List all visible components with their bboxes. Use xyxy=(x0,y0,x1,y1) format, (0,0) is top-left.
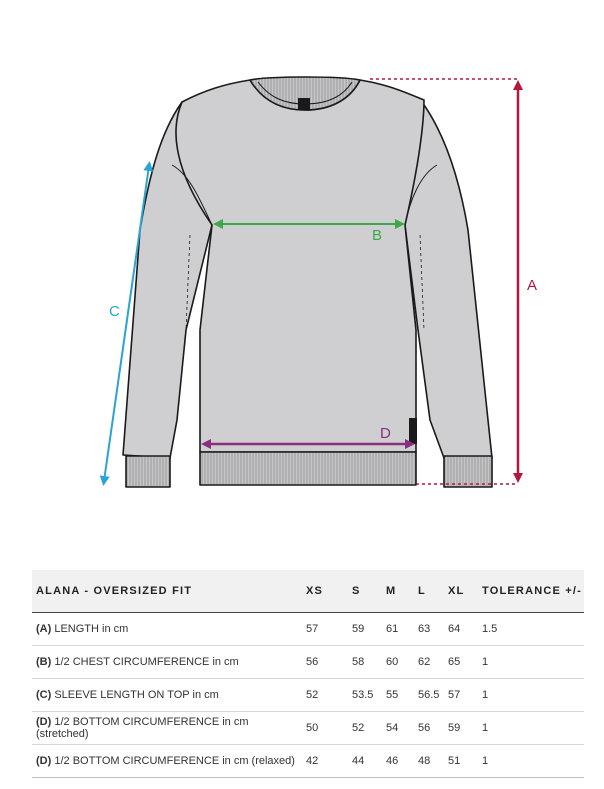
row-label: (B) 1/2 CHEST CIRCUMFERENCE in cm xyxy=(32,646,305,679)
cell-xl: 57 xyxy=(447,679,481,712)
header-l: L xyxy=(417,570,447,613)
header-xs: XS xyxy=(305,570,351,613)
table-row xyxy=(32,679,584,712)
cell-l: 48 xyxy=(417,745,447,778)
cell-m: 54 xyxy=(385,712,417,745)
header-product: ALANA - OVERSIZED FIT xyxy=(32,570,305,613)
cell-tolerance: 1.5 xyxy=(481,613,584,646)
cell-xs: 52 xyxy=(305,679,351,712)
cell-tolerance: 1 xyxy=(481,745,584,778)
cell-s: 58 xyxy=(351,646,385,679)
label-d: D xyxy=(380,425,391,442)
row-label: (A) LENGTH in cm xyxy=(32,613,305,646)
cell-l: 62 xyxy=(417,646,447,679)
cell-l: 56 xyxy=(417,712,447,745)
header-s: S xyxy=(351,570,385,613)
cell-l: 56.5 xyxy=(417,679,447,712)
left-cuff xyxy=(126,456,170,487)
right-cuff xyxy=(444,456,492,487)
cell-m: 60 xyxy=(385,646,417,679)
sweatshirt-garment xyxy=(123,77,492,487)
header-xl: XL xyxy=(447,570,481,613)
cell-m: 55 xyxy=(385,679,417,712)
bottom-rib xyxy=(200,452,416,485)
row-label: (D) 1/2 BOTTOM CIRCUMFERENCE in cm (relaxed) xyxy=(32,745,305,778)
label-a: A xyxy=(527,277,538,294)
cell-xl: 64 xyxy=(447,613,481,646)
cell-s: 44 xyxy=(351,745,385,778)
cell-m: 46 xyxy=(385,745,417,778)
chest-logo xyxy=(298,98,310,110)
cell-s: 53.5 xyxy=(351,679,385,712)
cell-s: 59 xyxy=(351,613,385,646)
cell-xl: 65 xyxy=(447,646,481,679)
header-tolerance: TOLERANCE +/- xyxy=(481,570,584,613)
table-row xyxy=(32,613,584,646)
table-row xyxy=(32,646,584,679)
cell-xs: 56 xyxy=(305,646,351,679)
cell-tolerance: 1 xyxy=(481,679,584,712)
table-row xyxy=(32,712,584,745)
table-header-row xyxy=(32,570,584,613)
row-label: (C) SLEEVE LENGTH ON TOP in cm xyxy=(32,679,305,712)
cell-xl: 59 xyxy=(447,712,481,745)
label-c: C xyxy=(109,303,120,320)
cell-xs: 42 xyxy=(305,745,351,778)
body xyxy=(176,80,424,452)
label-b: B xyxy=(372,227,383,244)
cell-m: 61 xyxy=(385,613,417,646)
table-row xyxy=(32,745,584,778)
cell-tolerance: 1 xyxy=(481,712,584,745)
row-label: (D) 1/2 BOTTOM CIRCUMFERENCE in cm (stretched) xyxy=(32,712,305,745)
cell-tolerance: 1 xyxy=(481,646,584,679)
size-chart-table xyxy=(32,570,584,778)
cell-s: 52 xyxy=(351,712,385,745)
header-m: M xyxy=(385,570,417,613)
cell-xs: 50 xyxy=(305,712,351,745)
cell-l: 63 xyxy=(417,613,447,646)
cell-xs: 57 xyxy=(305,613,351,646)
side-tag xyxy=(409,418,417,444)
cell-xl: 51 xyxy=(447,745,481,778)
